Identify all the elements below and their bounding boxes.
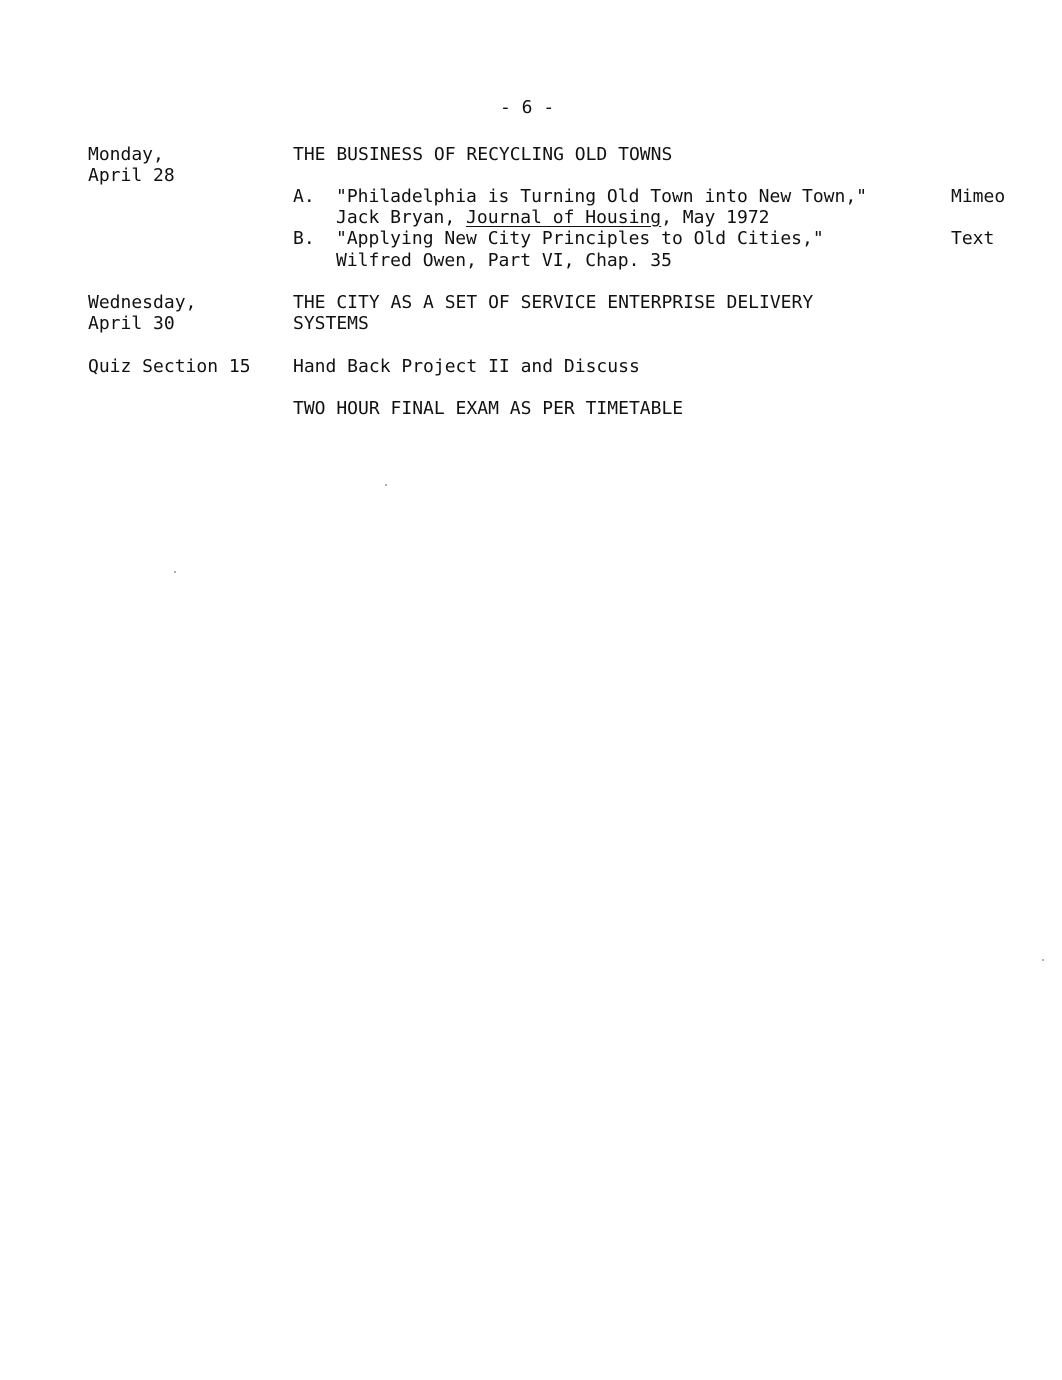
quiz-section-text: Hand Back Project II and Discuss xyxy=(293,356,640,377)
scan-speck xyxy=(1042,959,1044,961)
reading-source: Mimeo xyxy=(951,186,1006,207)
quiz-section-label: Quiz Section 15 xyxy=(88,356,251,377)
scan-speck xyxy=(385,484,387,486)
citation-date: , May 1972 xyxy=(661,207,770,228)
entry-date: April 28 xyxy=(88,165,175,186)
reading-source: Text xyxy=(951,228,995,249)
entry-title-continued: SYSTEMS xyxy=(293,313,369,334)
final-exam-note: TWO HOUR FINAL EXAM AS PER TIMETABLE xyxy=(293,398,684,419)
citation-author: Jack Bryan, xyxy=(336,207,467,228)
entry-day: Monday, xyxy=(88,144,164,165)
item-marker: A. xyxy=(293,186,315,207)
reading-citation: Wilfred Owen, Part VI, Chap. 35 xyxy=(336,250,672,271)
entry-date: April 30 xyxy=(88,313,175,334)
entry-title: THE CITY AS A SET OF SERVICE ENTERPRISE DELIVERY xyxy=(293,292,814,313)
page-number: - 6 - xyxy=(500,97,555,118)
journal-title: Journal of Housing xyxy=(466,207,662,228)
scan-speck xyxy=(174,571,176,573)
entry-title: THE BUSINESS OF RECYCLING OLD TOWNS xyxy=(293,144,673,165)
item-marker: B. xyxy=(293,228,315,249)
reading-title: "Applying New City Principles to Old Cities," xyxy=(336,228,824,249)
entry-day: Wednesday, xyxy=(88,292,197,313)
reading-citation xyxy=(336,207,770,228)
reading-title: "Philadelphia is Turning Old Town into New Town," xyxy=(336,186,868,207)
